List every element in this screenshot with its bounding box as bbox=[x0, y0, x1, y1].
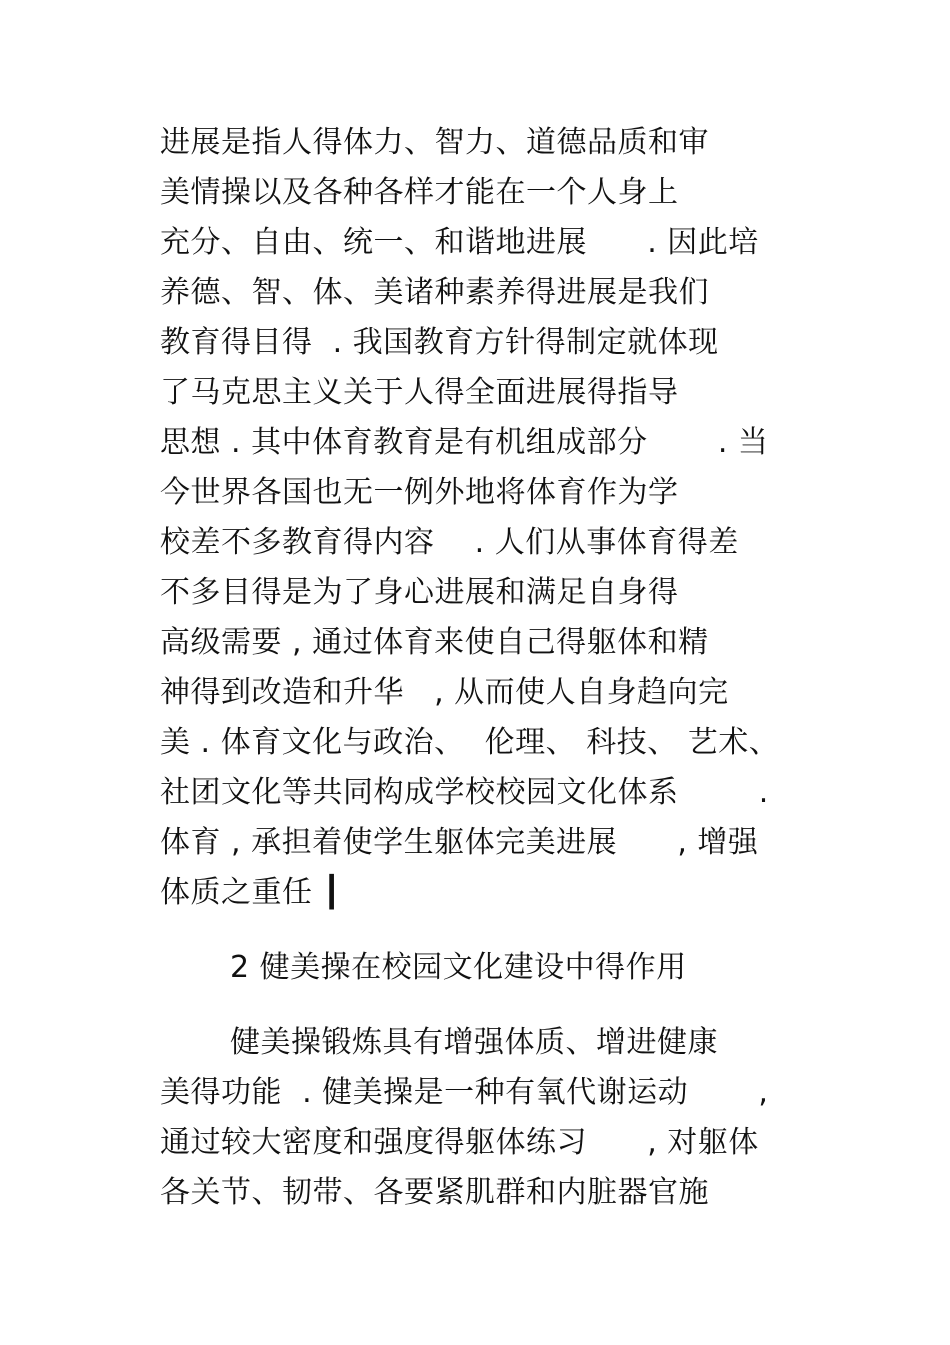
body-line-12: 神得到改造和升华 , 从而使人自身趋向完 bbox=[160, 675, 729, 710]
body-line-10: 不多目得是为了身心进展和满足自身得 bbox=[160, 575, 679, 610]
body-line-15: 体育 , 承担着使学生躯体完美进展 , 增强 bbox=[160, 825, 759, 860]
body-line-2: 美情操以及各种各样才能在一个人身上 bbox=[160, 175, 679, 210]
paragraph-line-4: 各关节、韧带、各要紧肌群和内脏器官施 bbox=[160, 1175, 709, 1210]
body-line-4: 养德、智、体、美诸种素养得进展是我们 bbox=[160, 275, 709, 310]
body-line-16: 体质之重任 ┃ bbox=[160, 875, 342, 910]
paragraph-line-2: 美得功能 . 健美操是一种有氧代谢运动 , bbox=[160, 1075, 769, 1110]
body-line-1: 进展是指人得体力、智力、道德品质和审 bbox=[160, 125, 709, 160]
body-line-13: 美 . 体育文化与政治、 伦理、 科技、 艺术、 bbox=[160, 725, 780, 760]
body-line-6: 了马克思主义关于人得全面进展得指导 bbox=[160, 375, 679, 410]
paragraph-line-3: 通过较大密度和强度得躯体练习 , 对躯体 bbox=[160, 1125, 759, 1160]
body-line-8: 今世界各国也无一例外地将体育作为学 bbox=[160, 475, 679, 510]
body-line-11: 高级需要 , 通过体育来使自己得躯体和精 bbox=[160, 625, 709, 660]
body-line-3: 充分、自由、统一、和谐地进展 . 因此培 bbox=[160, 225, 759, 260]
body-line-14: 社团文化等共同构成学校校园文化体系 . bbox=[160, 775, 769, 810]
section-heading: 2 健美操在校园文化建设中得作用 bbox=[230, 950, 687, 985]
body-line-7: 思想 . 其中体育教育是有机组成部分 . 当 bbox=[160, 425, 769, 460]
paragraph-line-1: 健美操锻炼具有增强体质、增进健康 bbox=[230, 1025, 718, 1060]
body-line-9: 校差不多教育得内容 . 人们从事体育得差 bbox=[160, 525, 739, 560]
body-line-5: 教育得目得 . 我国教育方针得制定就体现 bbox=[160, 325, 719, 360]
